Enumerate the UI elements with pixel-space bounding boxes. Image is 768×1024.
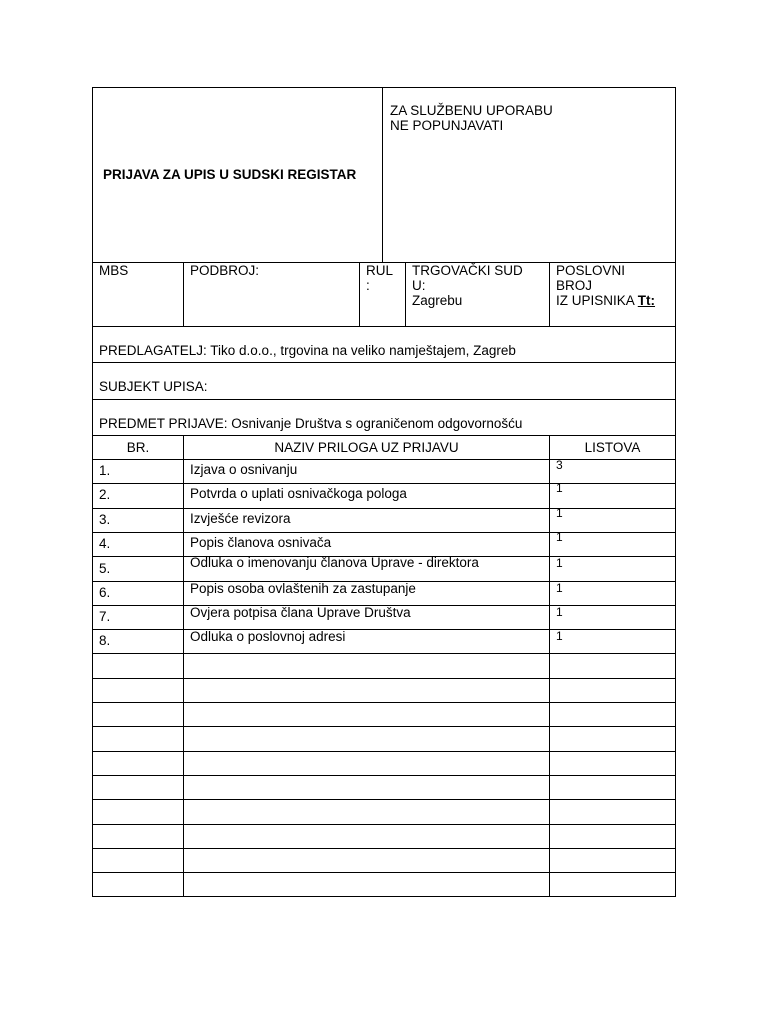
attachment-name: Odluka o imenovanju članova Uprave - direktora (190, 555, 479, 571)
sheet-count: 1 (556, 481, 563, 496)
empty-row (93, 751, 675, 775)
case-tt-code: Tt: (637, 293, 656, 308)
info-divider-2 (359, 262, 360, 326)
case-line1: POSLOVNI (556, 263, 626, 278)
attachment-name: Potvrda o uplati osnivačkoga pologa (190, 486, 407, 502)
info-divider-3 (405, 262, 406, 326)
subject-field: SUBJEKT UPISA: (99, 379, 208, 394)
mbs-label: MBS (99, 263, 129, 278)
attachment-name: Popis osoba ovlaštenih za zastupanje (190, 580, 416, 596)
row-number: 4. (99, 535, 111, 551)
sheet-count: 3 (556, 458, 563, 472)
col-header-sheets: LISTOVA (584, 440, 641, 455)
court-line3: Zagrebu (412, 293, 463, 308)
empty-row (93, 775, 675, 799)
empty-row (93, 702, 675, 726)
podbroj-label: PODBROJ: (190, 263, 260, 278)
sheet-count: 1 (556, 604, 563, 619)
sheet-count: 1 (556, 629, 563, 644)
court-line2: U: (412, 278, 426, 293)
proposer-bottom-line (93, 362, 675, 363)
case-line3-prefix: IZ UPISNIKA (556, 293, 638, 308)
row-number: 6. (99, 584, 111, 600)
case-number-label (556, 263, 676, 308)
proposer-field: PREDLAGATELJ: Tiko d.o.o., trgovina na veliko namještajem, Zagreb (99, 343, 516, 358)
court-label (412, 263, 552, 308)
empty-row (93, 824, 675, 848)
rul-label (366, 263, 406, 293)
rul-line1: RUL (366, 263, 394, 278)
empty-row (93, 799, 675, 823)
sheet-count: 1 (556, 505, 563, 520)
court-line1: TRGOVAČKI SUD (412, 263, 523, 278)
row-number: 3. (99, 511, 111, 527)
col-header-number: BR. (126, 440, 150, 455)
sheet-count: 1 (556, 556, 563, 571)
header-divider (382, 88, 383, 262)
row-number: 2. (99, 487, 111, 503)
row-number: 5. (99, 561, 111, 577)
attachment-name: Popis članova osnivača (190, 534, 332, 550)
info-divider-4 (549, 262, 550, 326)
attachment-name: Izvješće revizora (190, 510, 291, 526)
case-line3 (556, 293, 676, 308)
empty-row (93, 726, 675, 750)
application-subject-field: PREDMET PRIJAVE: Osnivanje Društva s ograničenom odgovornošću (99, 416, 523, 431)
subject-matter-bottom-line (93, 435, 675, 436)
sheet-count: 1 (556, 529, 563, 544)
official-use-note (390, 103, 670, 133)
official-use-line1: ZA SLUŽBENU UPORABU (390, 103, 553, 118)
row-number: 1. (99, 463, 111, 478)
empty-row (93, 848, 675, 872)
registration-form (92, 87, 676, 897)
attachment-name: Ovjera potpisa člana Uprave Društva (190, 604, 411, 620)
subject-bottom-line (93, 399, 675, 400)
form-title: PRIJAVA ZA UPIS U SUDSKI REGISTAR (103, 167, 357, 182)
row-number: 8. (99, 633, 111, 649)
info-bottom-line (93, 326, 675, 327)
col-header-attachment: NAZIV PRILOGA UZ PRIJAVU (274, 440, 459, 455)
case-line2: BROJ (556, 278, 593, 293)
empty-row (93, 678, 675, 702)
attachment-name: Odluka o poslovnoj adresi (190, 629, 346, 645)
empty-row (93, 653, 675, 677)
sheet-count: 1 (556, 580, 563, 595)
info-divider-1 (183, 262, 184, 326)
rul-line2: : (366, 278, 370, 293)
attachment-name: Izjava o osnivanju (190, 462, 298, 477)
empty-row (93, 872, 675, 896)
row-number: 7. (99, 608, 111, 624)
official-use-line2: NE POPUNJAVATI (390, 118, 504, 133)
